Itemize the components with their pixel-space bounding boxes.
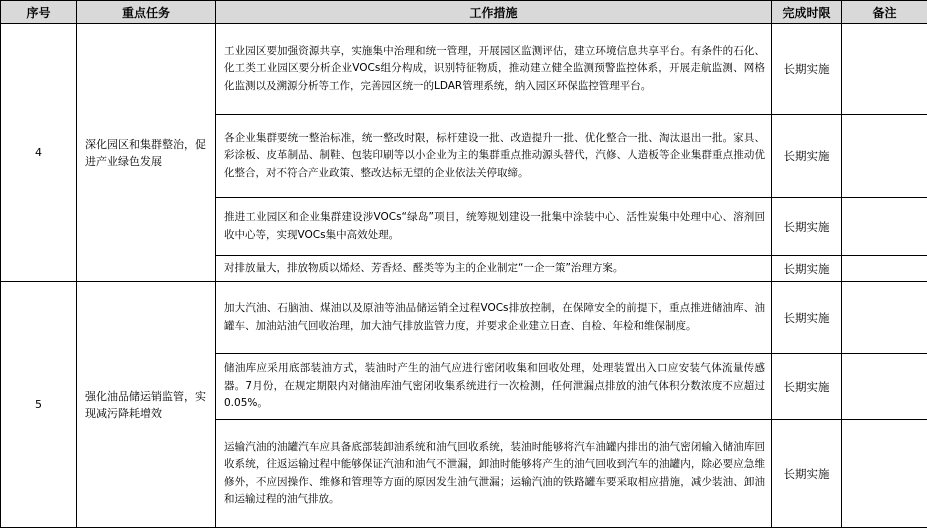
remark-cell — [842, 115, 927, 198]
remark-cell — [842, 198, 927, 256]
deadline-cell: 长期实施 — [772, 354, 842, 420]
remark-cell — [842, 256, 927, 282]
measure-cell: 工业园区要加强资源共享，实施集中治理和统一管理，开展园区监测评估，建立环境信息共享平台。有条件的石化、化工类工业园区要分析企业VOCs组分构成，识别特征物质，推动建立健全监测预警监控体系，开展走航监测、网格化监测以及溯源分析等工作，完善园区统一的LDAR管理系统，纳入园区环保监控管理平台。 — [216, 24, 772, 115]
remark-cell — [842, 354, 927, 420]
table-row — [1, 24, 927, 115]
measure-cell: 各企业集群要统一整治标准，统一整改时限，标杆建设一批、改造提升一批、优化整合一批、淘汰退出一批。家具、彩涂板、皮革制品、制鞋、包装印刷等以小企业为主的集群重点推动源头替代，汽修、人造板等企业集群重点推动优化整合，对不符合产业政策、整改达标无望的企业依法关停取缔。 — [216, 115, 772, 198]
measure-cell: 推进工业园区和企业集群建设涉VOCs“绿岛”项目，统筹规划建设一批集中涂装中心、活性炭集中处理中心、溶剂回收中心等，实现VOCs集中高效处理。 — [216, 198, 772, 256]
deadline-cell: 长期实施 — [772, 24, 842, 115]
deadline-cell: 长期实施 — [772, 256, 842, 282]
measure-cell: 加大汽油、石脑油、煤油以及原油等油品储运销全过程VOCs排放控制，在保障安全的前提下，重点推进储油库、油罐车、加油站油气回收治理，加大油气排放监管力度，并要求企业建立日查、自检、年检和维保制度。 — [216, 282, 772, 354]
table-row — [1, 282, 927, 354]
header-task: 重点任务 — [77, 1, 216, 24]
header-row — [1, 1, 927, 24]
measure-cell: 对排放量大，排放物质以烯烃、芳香烃、醛类等为主的企业制定“一企一策”治理方案。 — [216, 256, 772, 282]
header-remark: 备注 — [842, 1, 927, 24]
seq-cell: 4 — [1, 24, 77, 282]
header-seq: 序号 — [1, 1, 77, 24]
remark-cell — [842, 24, 927, 115]
header-deadline: 完成时限 — [772, 1, 842, 24]
remark-cell — [842, 420, 927, 528]
task-cell: 强化油品储运销监管，实现减污降耗增效 — [77, 282, 216, 528]
measure-cell: 储油库应采用底部装油方式，装油时产生的油气应进行密闭收集和回收处理，处理装置出入口应安装气体流量传感器。7月份，在规定期限内对储油库油气密闭收集系统进行一次检测，任何泄漏点排放的油气体积分数浓度不应超过0.05%。 — [216, 354, 772, 420]
header-measures: 工作措施 — [216, 1, 772, 24]
deadline-cell: 长期实施 — [772, 115, 842, 198]
seq-cell: 5 — [1, 282, 77, 528]
deadline-cell: 长期实施 — [772, 198, 842, 256]
task-cell: 深化园区和集群整治，促进产业绿色发展 — [77, 24, 216, 282]
remark-cell — [842, 282, 927, 354]
measure-cell: 运输汽油的油罐汽车应具备底部装卸油系统和油气回收系统，装油时能够将汽车油罐内排出的油气密闭输入储油库回收系统，往返运输过程中能够保证汽油和油气不泄漏，卸油时能够将产生的油气回收到汽车的油罐内，除必要应急维修外，不应因操作、维修和管理等方面的原因发生油气泄漏；运输汽油的铁路罐车要采取相应措施，减少装油、卸油和运输过程的油气排放。 — [216, 420, 772, 528]
deadline-cell: 长期实施 — [772, 282, 842, 354]
deadline-cell: 长期实施 — [772, 420, 842, 528]
